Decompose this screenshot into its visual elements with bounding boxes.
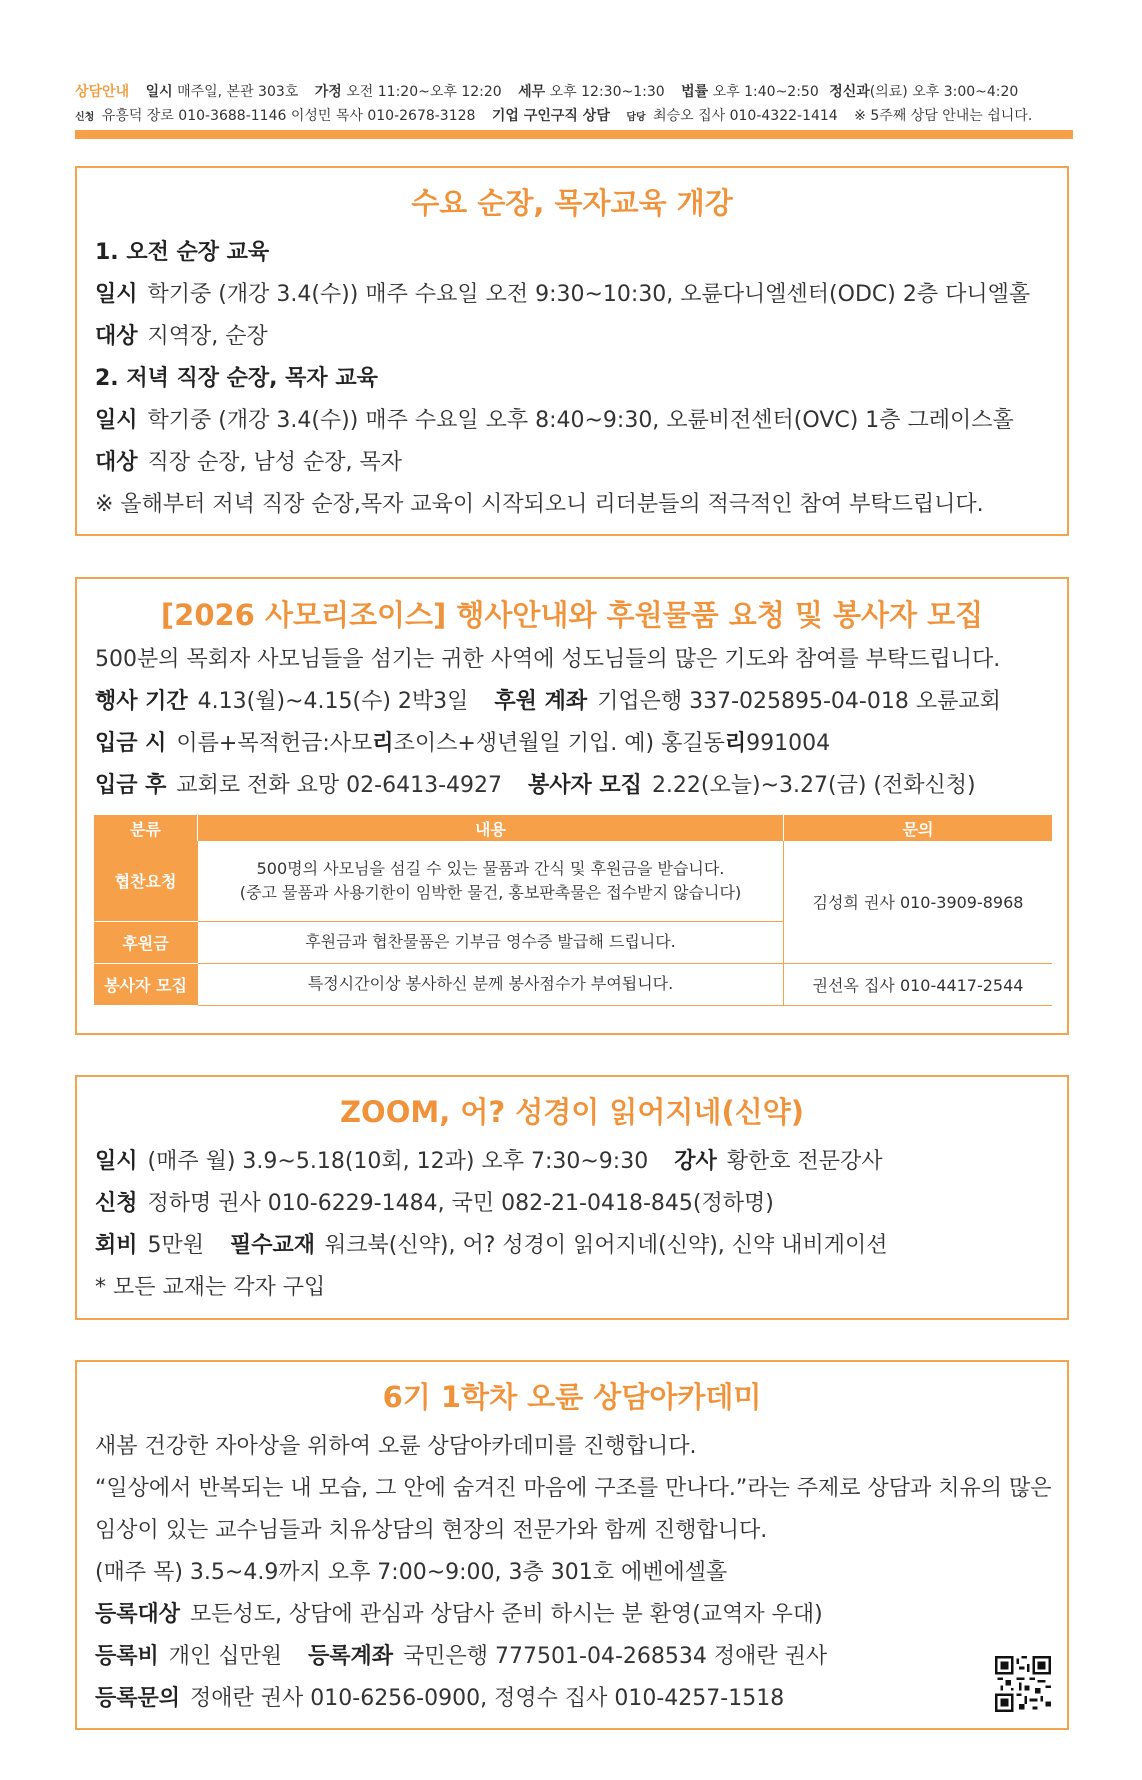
volunteer-value: 2.22(오늘)~3.27(금) (전화신청) bbox=[651, 773, 976, 798]
person-label: 담당 bbox=[626, 112, 646, 123]
account-value: 기업은행 337-025895-04-018 오륜교회 bbox=[597, 689, 1001, 714]
after-value: 교회로 전화 요망 02-6413-4927 bbox=[176, 773, 503, 798]
account-label: 후원 계좌 bbox=[494, 689, 588, 714]
morning-date-label: 일시 bbox=[95, 282, 138, 307]
zoom-note: * 모든 교재는 각자 구입 bbox=[95, 1275, 326, 1300]
evening-heading: 2. 저녁 직장 순장, 목자 교육 bbox=[95, 366, 378, 391]
evening-target-value: 직장 순장, 남성 순장, 목자 bbox=[147, 450, 402, 475]
academy-line-3: 임상이 있는 교수님들과 치유상담의 현장의 전문가와 함께 진행합니다. bbox=[95, 1518, 768, 1543]
psychiatry-value: (의료) 오후 3:00~4:20 bbox=[869, 84, 1019, 100]
academy-target-line bbox=[77, 1594, 1067, 1636]
table-contact: 김성희 권사 010-3909-8968 bbox=[784, 841, 1053, 963]
evening-date-line bbox=[77, 400, 1067, 442]
academy-fee-value: 개인 십만원 bbox=[168, 1644, 283, 1669]
academy-contact-line bbox=[77, 1678, 1067, 1720]
zoom-date-line bbox=[77, 1141, 1067, 1183]
evening-target-label: 대상 bbox=[95, 450, 138, 475]
table-header-contact: 문의 bbox=[784, 815, 1053, 841]
counseling-info-bar bbox=[75, 80, 1073, 128]
after-deposit-line bbox=[77, 765, 1067, 807]
table-category: 후원금 bbox=[94, 921, 198, 963]
support-table bbox=[94, 815, 1052, 1006]
zoom-fee-line bbox=[77, 1225, 1067, 1267]
table-category: 봉사자 모집 bbox=[94, 963, 198, 1005]
table-content: 특정시간이상 봉사하신 분께 봉사점수가 부여됩니다. bbox=[198, 963, 784, 1005]
academy-account-value: 국민은행 777501-04-268534 정애란 권사 bbox=[403, 1644, 828, 1669]
leader-education-title: 수요 순장, 목자교육 개강 bbox=[411, 186, 733, 220]
zoom-fee-label: 회비 bbox=[95, 1233, 138, 1258]
counseling-label: 상담안내 bbox=[75, 84, 130, 100]
job-counsel-label: 기업 구인구직 상담 bbox=[491, 108, 610, 124]
academy-contact-value: 정애란 권사 010-6256-0900, 정영수 집사 010-4257-1518 bbox=[190, 1686, 785, 1711]
samorijoice-intro: 500분의 목회자 사모님들을 섬기는 귀한 사역에 성도님들의 많은 기도와 참여를 부탁드립니다. bbox=[95, 647, 1001, 672]
family-value: 오전 11:20~오후 12:20 bbox=[346, 84, 502, 100]
evening-target-line bbox=[77, 442, 1067, 484]
samorijoice-box bbox=[75, 577, 1069, 1035]
book-value: 워크북(신약), 어? 성경이 읽어지네(신약), 신약 내비게이션 bbox=[325, 1233, 888, 1258]
table-row bbox=[94, 841, 1052, 921]
period-label: 행사 기간 bbox=[95, 689, 188, 714]
morning-target-value: 지역장, 순장 bbox=[147, 324, 268, 349]
leader-education-box bbox=[75, 166, 1069, 536]
counsel-academy-box bbox=[75, 1360, 1069, 1730]
table-row bbox=[94, 963, 1052, 1005]
table-header-category: 분류 bbox=[94, 815, 198, 841]
academy-line-4: (매주 목) 3.5~4.9까지 오후 7:00~9:00, 3층 301호 에벤에셀홀 bbox=[95, 1560, 728, 1585]
academy-target-label: 등록대상 bbox=[95, 1602, 181, 1627]
table-contact: 권선옥 집사 010-4417-2544 bbox=[784, 963, 1053, 1005]
apply-value: 유흥덕 장로 010-3688-1146 이성민 목사 010-2678-3128 bbox=[101, 108, 476, 124]
table-header-content: 내용 bbox=[198, 815, 784, 841]
leader-education-note: ※ 올해부터 저녁 직장 순장,목자 교육이 시작되오니 리더분들의 적극적인 참여 부탁드립니다. bbox=[95, 492, 984, 517]
zoom-date-label: 일시 bbox=[95, 1149, 138, 1174]
morning-date-line bbox=[77, 274, 1067, 316]
academy-line-1: 새봄 건강한 자아상을 위하여 오륜 상담아카데미를 진행합니다. bbox=[95, 1434, 697, 1459]
zoom-apply-line bbox=[77, 1183, 1067, 1225]
academy-fee-label: 등록비 bbox=[95, 1644, 159, 1669]
book-label: 필수교재 bbox=[230, 1233, 316, 1258]
date-value: 매주일, 본관 303호 bbox=[177, 84, 299, 100]
table-content: 500명의 사모님을 섬길 수 있는 물품과 간식 및 후원금을 받습니다. (중고 물품과 사용기한이 임박한 물건, 홍보판촉물은 접수받지 않습니다) bbox=[198, 841, 784, 921]
law-label: 법률 bbox=[681, 84, 709, 100]
academy-target-value: 모든성도, 상담에 관심과 상담사 준비 하시는 분 환영(교역자 우대) bbox=[190, 1602, 823, 1627]
academy-contact-label: 등록문의 bbox=[95, 1686, 181, 1711]
evening-date-label: 일시 bbox=[95, 408, 138, 433]
law-value: 오후 1:40~2:50 bbox=[712, 84, 819, 100]
lecturer-label: 강사 bbox=[674, 1149, 717, 1174]
deposit-label: 입금 시 bbox=[95, 731, 167, 756]
zoom-apply-label: 신청 bbox=[95, 1191, 138, 1216]
period-line bbox=[77, 681, 1067, 723]
period-value: 4.13(월)~4.15(수) 2박3일 bbox=[197, 689, 469, 714]
zoom-fee-value: 5만원 bbox=[147, 1233, 205, 1258]
qr-code-icon[interactable] bbox=[995, 1656, 1051, 1712]
zoom-date-value: (매주 월) 3.9~5.18(10회, 12과) 오후 7:30~9:30 bbox=[147, 1149, 649, 1174]
volunteer-label: 봉사자 모집 bbox=[528, 773, 642, 798]
table-category: 협찬요청 bbox=[94, 841, 198, 921]
apply-label: 신청 bbox=[75, 112, 95, 123]
header-divider bbox=[75, 130, 1073, 139]
deposit-line: 입금 시 이름+목적헌금:사모리조이스+생년월일 기입. 예) 홍길동리991004 bbox=[95, 731, 831, 756]
evening-date-value: 학기중 (개강 3.4(수)) 매주 수요일 오후 8:40~9:30, 오륜비전센터(OVC) 1층 그레이스홀 bbox=[147, 408, 1014, 433]
table-content: 후원금과 협찬물품은 기부금 영수증 발급해 드립니다. bbox=[198, 921, 784, 963]
zoom-apply-value: 정하명 권사 010-6229-1484, 국민 082-21-0418-845(정하명) bbox=[147, 1191, 774, 1216]
samorijoice-title: [2026 사모리조이스] 행사안내와 후원물품 요청 및 봉사자 모집 bbox=[160, 598, 984, 632]
psychiatry-label: 정신과 bbox=[829, 84, 870, 100]
counsel-note: ※ 5주째 상담 안내는 쉽니다. bbox=[854, 108, 1033, 124]
counsel-academy-title: 6기 1학차 오륜 상담아카데미 bbox=[382, 1380, 762, 1414]
table-header-row bbox=[94, 815, 1052, 841]
morning-date-value: 학기중 (개강 3.4(수)) 매주 수요일 오전 9:30~10:30, 오륜다니엘센터(ODC) 2층 다니엘홀 bbox=[147, 282, 1031, 307]
morning-heading: 1. 오전 순장 교육 bbox=[95, 240, 270, 265]
family-label: 가정 bbox=[314, 84, 342, 100]
after-label: 입금 후 bbox=[95, 773, 167, 798]
person-value: 최승오 집사 010-4322-1414 bbox=[653, 108, 838, 124]
academy-line-2: “일상에서 반복되는 내 모습, 그 안에 숨겨진 마음에 구조를 만나다.”라는 주제로 상담과 치유의 많은 bbox=[95, 1476, 1052, 1501]
tax-label: 세무 bbox=[518, 84, 546, 100]
morning-target-label: 대상 bbox=[95, 324, 138, 349]
counseling-row-2 bbox=[75, 104, 1073, 128]
date-label: 일시 bbox=[145, 84, 173, 100]
zoom-bible-box bbox=[75, 1075, 1069, 1320]
zoom-bible-title: ZOOM, 어? 성경이 읽어지네(신약) bbox=[340, 1095, 804, 1129]
academy-fee-line bbox=[77, 1636, 1067, 1678]
morning-target-line bbox=[77, 316, 1067, 358]
tax-value: 오후 12:30~1:30 bbox=[549, 84, 665, 100]
academy-account-label: 등록계좌 bbox=[308, 1644, 394, 1669]
lecturer-value: 황한호 전문강사 bbox=[726, 1149, 883, 1174]
counseling-row-1 bbox=[75, 80, 1073, 104]
